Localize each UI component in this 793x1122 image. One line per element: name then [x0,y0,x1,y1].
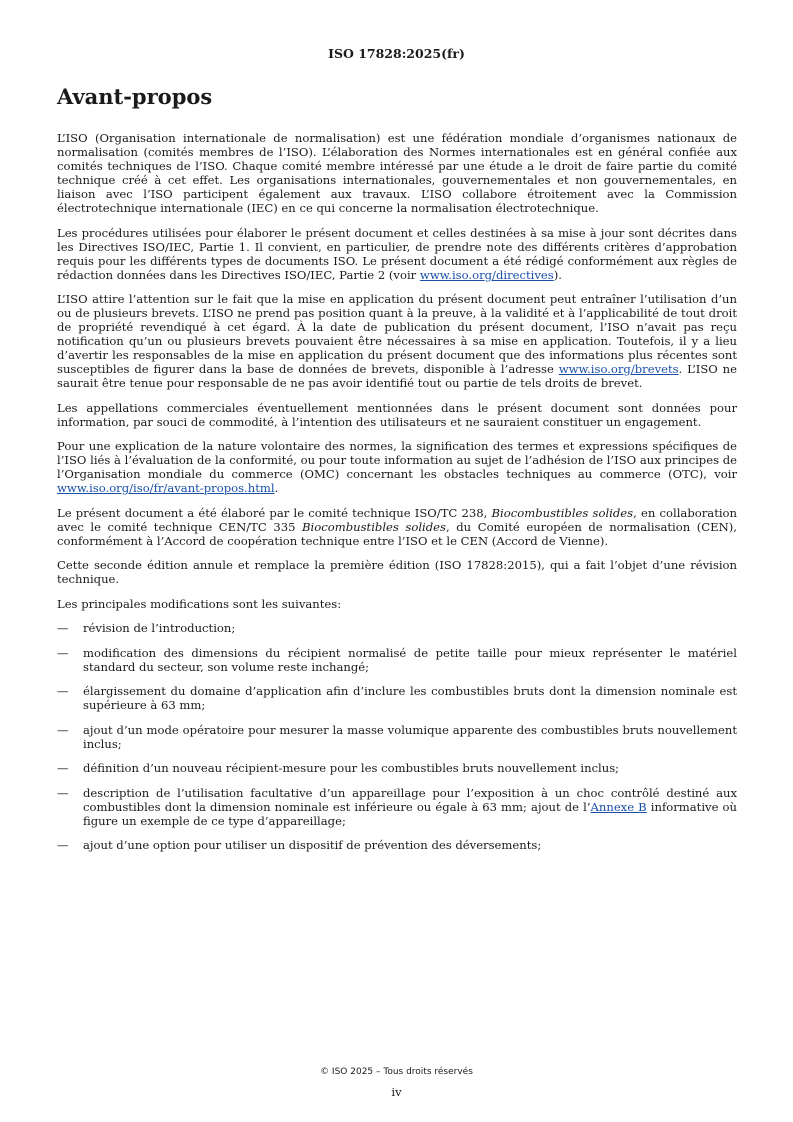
dash-bullet: — [57,761,69,775]
patents-link[interactable]: www.iso.org/brevets [558,362,679,376]
paragraph-edition: Cette seconde édition annule et remplace la première édition (ISO 17828:2015), qui a fait l’objet d’une révision technique. [57,558,737,586]
foreword-body [57,131,737,863]
dash-bullet: — [57,684,69,698]
list-item: — modification des dimensions du récipient normalisé de petite taille pour mieux représenter le matériel standard du secteur, son volume reste inchangé; [57,645,737,674]
paragraph-committee: Le présent document a été élaboré par le comité technique ISO/TC 238, Biocombustibles solides, en collaboration avec le comité technique CEN/TC 335 Biocombustibles solides, du Comité européen de normalisation (CEN), conformément à l’Accord de coopération technique entre l’ISO et le CEN (Accord de Vienne). [57,505,738,548]
page-number: iv [391,1085,402,1099]
paragraph-voluntary-nature: Pour une explication de la nature volontaire des normes, la signification des termes et expressions spécifiques de l’ISO liés à l’évaluation de la conformité, ou pour toute information au sujet de l’adhésion de l’ISO aux principes de l’Organisation mondiale du commerce (OMC) concernant les obstacles techniques au commerce (OTC), voir www.iso.org/iso/fr/avant-propos.html. [57,439,737,495]
paragraph-trade-names: Les appellations commerciales éventuellement mentionnées dans le présent document sont données pour information, par souci de commodité, à l’intention des utilisateurs et ne sauraient constituer un engagement. [57,400,737,429]
changes-list [57,621,737,852]
list-item: — ajout d’une option pour utiliser un dispositif de prévention des déversements; [57,838,542,852]
document-header: ISO 17828:2025(fr) [328,46,465,61]
list-item: — description de l’utilisation facultative d’un appareillage pour l’exposition à un choc contrôlé destiné aux combustibles dont la dimension nominale est inférieure ou égale à 63 mm; ajout de l’Annexe B informative où figure un exemple de ce type d’appareillage; [57,785,738,828]
dash-bullet: — [57,785,69,800]
paragraph-changes-intro: Les principales modifications sont les suivantes: [57,596,342,611]
list-item: — élargissement du domaine d’application afin d’inclure les combustibles bruts dont la dimension nominale est supérieure à 63 mm; [57,684,737,712]
directives-link[interactable]: www.iso.org/directives [419,267,554,282]
foreword-info-link[interactable]: www.iso.org/iso/fr/avant-propos.html [57,481,275,495]
paragraph-iso-intro: L’ISO (Organisation internationale de normalisation) est une fédération mondiale d’organismes nationaux de normalisation (comités membres de l’ISO). L’élaboration des Normes internationales est en général confiée aux comités techniques de l’ISO. Chaque comité membre intéressé par une étude a le droit de faire partie du comité technique créé à cet effet. Les organisations internationales, gouvernementales et non gouvernementales, en liaison avec l’ISO participent également aux travaux. L’ISO collabore étroitement avec la Commission électrotechnique internationale (IEC) en ce qui concerne la normalisation électrotechnique. [57,131,737,215]
paragraph-patents: L’ISO attire l’attention sur le fait que la mise en application du présent document peut entraîner l’utilisation d’un ou de plusieurs brevets. L’ISO ne prend pas position quant à la preuve, à la validité et à l’applicabilité de tout droit de propriété revendiqué à cet égard. À la date de publication du présent document, l’ISO n’avait pas reçu notification qu’un ou plusieurs brevets pouvaient être nécessaires à sa mise en application. Toutefois, il y a lieu d’avertir les responsables de la mise en application du présent document que des informations plus récentes sont susceptibles de figurer dans la base de données de brevets, disponible à l’adresse www.iso.org/brevets. L’ISO ne saurait être tenue pour responsable de ne pas avoir identifié tout ou partie de tels droits de brevet. [57,292,737,390]
dash-bullet: — [57,621,69,635]
dash-bullet: — [57,838,69,852]
copyright-notice: © ISO 2025 – Tous droits réservés [320,1067,473,1077]
list-item: — ajout d’un mode opératoire pour mesurer la masse volumique apparente des combustibles bruts nouvellement inclus; [57,722,737,751]
paragraph-procedures: Les procédures utilisées pour élaborer le présent document et celles destinées à sa mise à jour sont décrites dans les Directives ISO/IEC, Partie 1. Il convient, en particulier, de prendre note des différents critères d’approbation requis pour les différents types de documents ISO. Le présent document a été rédigé conformément aux règles de rédaction données dans les Directives ISO/IEC, Partie 2 (voir www.iso.org/directives). [57,225,737,282]
page-title: Avant-propos [57,84,213,109]
dash-bullet: — [57,645,69,660]
list-item: — révision de l’introduction; [57,621,236,635]
dash-bullet: — [57,722,69,737]
annex-b-link[interactable]: Annexe B [590,799,647,814]
list-item: — définition d’un nouveau récipient-mesure pour les combustibles bruts nouvellement inclus; [57,761,620,775]
